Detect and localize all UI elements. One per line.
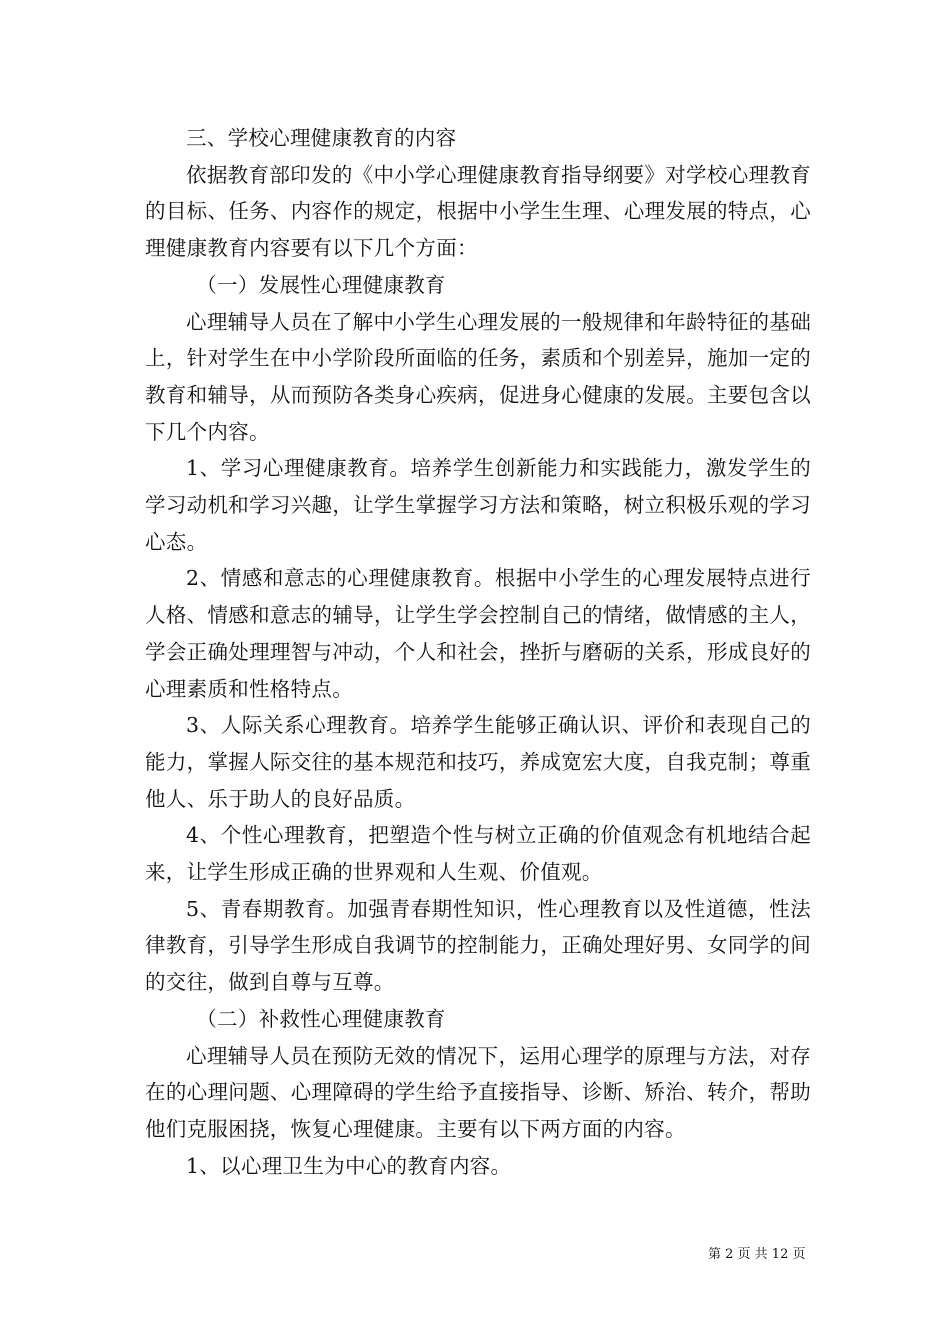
list-item: 1、以心理卫生为中心的教育内容。 [186, 1153, 512, 1178]
intro-paragraph: 依据教育部印发的《中小学心理健康教育指导纲要》对学校心理教育的目标、任务、内容作的规定，根据中小学生生理、心理发展的特点，心理健康教育内容要有以下几个方面： [145, 162, 811, 261]
page-number-footer: 第 2 页 共 12 页 [708, 1247, 806, 1262]
section-title: 三、学校心理健康教育的内容 [186, 126, 457, 150]
list-item: 1、学习心理健康教育。培养学生创新能力和实践能力，激发学生的学习动机和学习兴趣，让学生掌握学习方法和策略，树立积极乐观的学习心态。 [145, 456, 811, 554]
document-body [145, 120, 811, 1184]
remedial-intro-paragraph: 心理辅导人员在预防无效的情况下，运用心理学的原理与方法，对存在的心理问题、心理障碍的学生给予直接指导、诊断、矫治、转介，帮助他们克服困挠，恢复心理健康。主要有以下两方面的内容。 [145, 1043, 811, 1141]
developmental-intro-paragraph: 心理辅导人员在了解中小学生心理发展的一般规律和年龄特征的基础上，针对学生在中小学阶段所面临的任务，素质和个别差异，施加一定的教育和辅导，从而预防各类身心疾病，促进身心健康的发展。主要包含以下几个内容。 [145, 309, 811, 444]
subsection-title-developmental: （一）发展性心理健康教育 [196, 272, 446, 297]
subsection-title-remedial: （二）补救性心理健康教育 [196, 1006, 446, 1031]
list-item: 4、个性心理教育，把塑造个性与树立正确的价值观念有机地结合起来，让学生形成正确的世界观和人生观、价值观。 [145, 823, 811, 885]
list-item: 2、情感和意志的心理健康教育。根据中小学生的心理发展特点进行人格、情感和意志的辅导，让学生学会控制自己的情绪，做情感的主人，学会正确处理理智与冲动，个人和社会，挫折与磨砺的关系，形成良好的心理素质和性格特点。 [145, 566, 811, 701]
list-item: 3、人际关系心理教育。培养学生能够正确认识、评价和表现自己的能力，掌握人际交往的基本规范和技巧，养成宽宏大度，自我克制；尊重他人、乐于助人的良好品质。 [145, 713, 811, 811]
list-item: 5、青春期教育。加强青春期性知识，性心理教育以及性道德，性法律教育，引导学生形成自我调节的控制能力，正确处理好男、女同学的间的交往，做到自尊与互尊。 [145, 896, 811, 995]
